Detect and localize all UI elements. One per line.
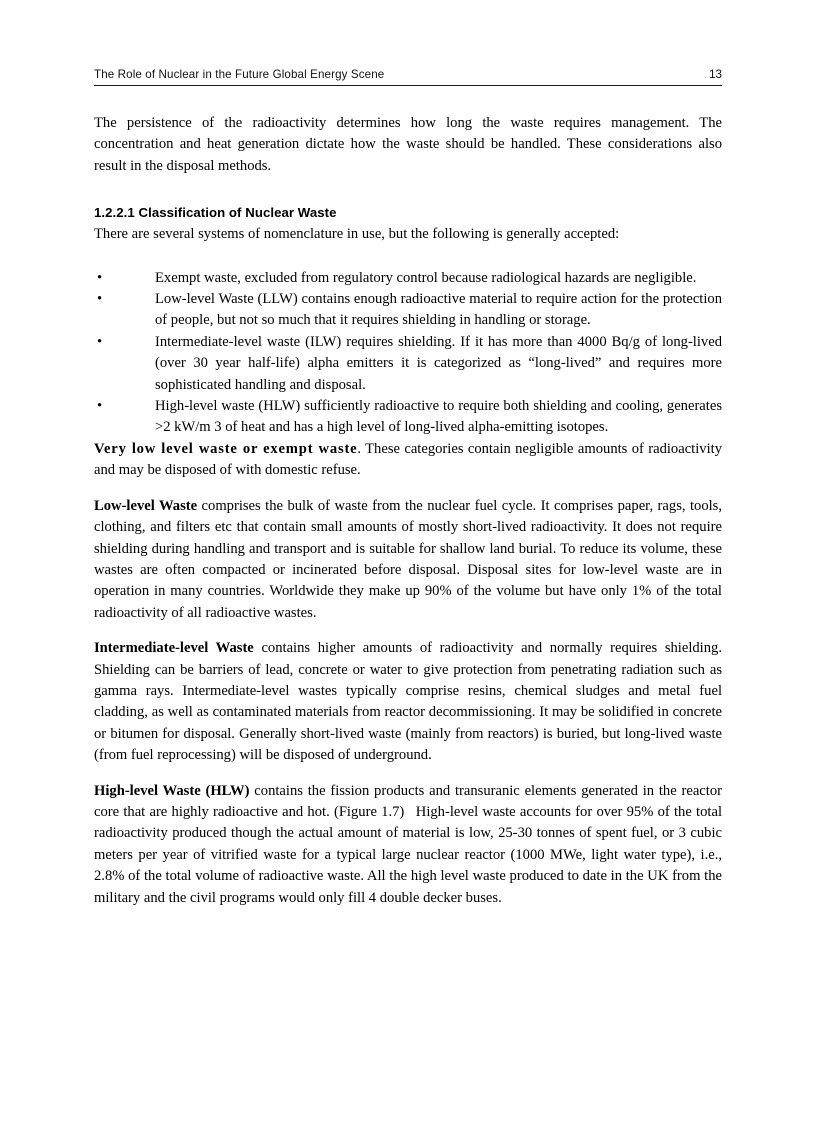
paragraph-intermediate-level-waste: [94, 638, 722, 766]
paragraph-body-text: comprises the bulk of waste from the nuclear fuel cycle. It comprises paper, rags, tools, clothing, and filters etc that contain small amounts of mostly short-lived radioactivity. It does not require shielding during handling and transport and is suitable for shallow land burial. To reduce its volume, these wastes are often compacted or incinerated before disposal. Disposal sites for low-level waste are in operation in many countries. Worldwide they make up 90% of the volume but have only 1% of the total radioactivity of all radioactive wastes.: [94, 497, 723, 621]
running-header: [94, 68, 722, 86]
paragraph-lead-term: Intermediate-level Waste: [94, 640, 254, 657]
section-intro-paragraph: There are several systems of nomenclature in use, but the following is generally accepted:: [94, 226, 620, 243]
list-item-text: Exempt waste, excluded from regulatory control because radiological hazards are negligible.: [155, 269, 697, 286]
list-item-text: High-level waste (HLW) sufficiently radioactive to require both shielding and cooling, generates >2 kW/m 3 of heat and has a high level of long-lived alpha-emitting isotopes.: [155, 398, 722, 436]
page-number: 13: [709, 68, 722, 81]
page-content: [94, 68, 722, 909]
bullet-icon: •: [97, 291, 103, 308]
list-item: [94, 268, 722, 289]
bullet-icon: •: [97, 333, 103, 350]
section-block: [94, 203, 722, 245]
bullet-icon: •: [97, 398, 103, 415]
intro-paragraph: The persistence of the radioactivity determines how long the waste requires management. The concentration and heat generation dictate how the waste should be handled. These considerations also result in the disposal methods.: [94, 115, 722, 174]
paragraph-lead-term: Low-level Waste: [94, 497, 198, 514]
list-item-text: Low-level Waste (LLW) contains enough radioactive material to require action for the protection of people, but not so much that it requires shielding in handling or storage.: [155, 291, 722, 329]
list-item: [94, 332, 722, 396]
section-heading: 1.2.2.1 Classification of Nuclear Waste: [94, 205, 337, 221]
list-item: [94, 396, 722, 439]
bullet-icon: •: [97, 269, 103, 286]
paragraph-low-level-waste: [94, 496, 722, 624]
paragraph-very-low-level-waste: [94, 439, 722, 482]
list-item-text: Intermediate-level waste (ILW) requires shielding. If it has more than 4000 Bq/g of long-lived (over 30 year half-life) alpha emitters it is categorized as “long-lived” and requires more sophisticated handling and disposal.: [155, 333, 722, 393]
paragraph-body-text: . These categories contain negligible amounts of radioactivity and may be disposed of with domestic refuse.: [94, 440, 722, 479]
body-area: [94, 113, 722, 909]
paragraph-high-level-waste: [94, 781, 722, 909]
paragraph-lead-term: Very low level waste or exempt waste: [94, 440, 358, 457]
paragraph-body-text: contains the fission products and transuranic elements generated in the reactor core that are highly radioactive and hot. (Figure 1.7) High-level waste accounts for over 95% of the total radioactivity produced though the actual amount of material is low, 25-30 tonnes of spent fuel, or 3 cubic meters per year of vitrified waste for a typical large nuclear reactor (1000 MWe, light water type), i.e., 2.8% of the total volume of radioactive waste. All the high level waste produced to date in the UK from the military and the civil programs would only fill 4 double decker buses.: [94, 782, 722, 906]
paragraph-lead-term: High-level Waste (HLW): [94, 782, 250, 799]
paragraph-body-text: contains higher amounts of radioactivity and normally requires shielding. Shielding can be barriers of lead, concrete or water to give protection from penetrating radiation such as gamma rays. Intermediate-level wastes typically comprise resins, chemical sludges and metal fuel cladding, as well as contaminated materials from reactor decommissioning. It may be solidified in concrete or bitumen for disposal. Generally short-lived waste (mainly from reactors) is buried, but long-lived waste (from fuel reprocessing) will be disposed of underground.: [94, 640, 722, 764]
running-header-title: The Role of Nuclear in the Future Global Energy Scene: [94, 68, 385, 81]
list-item: [94, 289, 722, 332]
waste-classification-list: [94, 268, 722, 439]
